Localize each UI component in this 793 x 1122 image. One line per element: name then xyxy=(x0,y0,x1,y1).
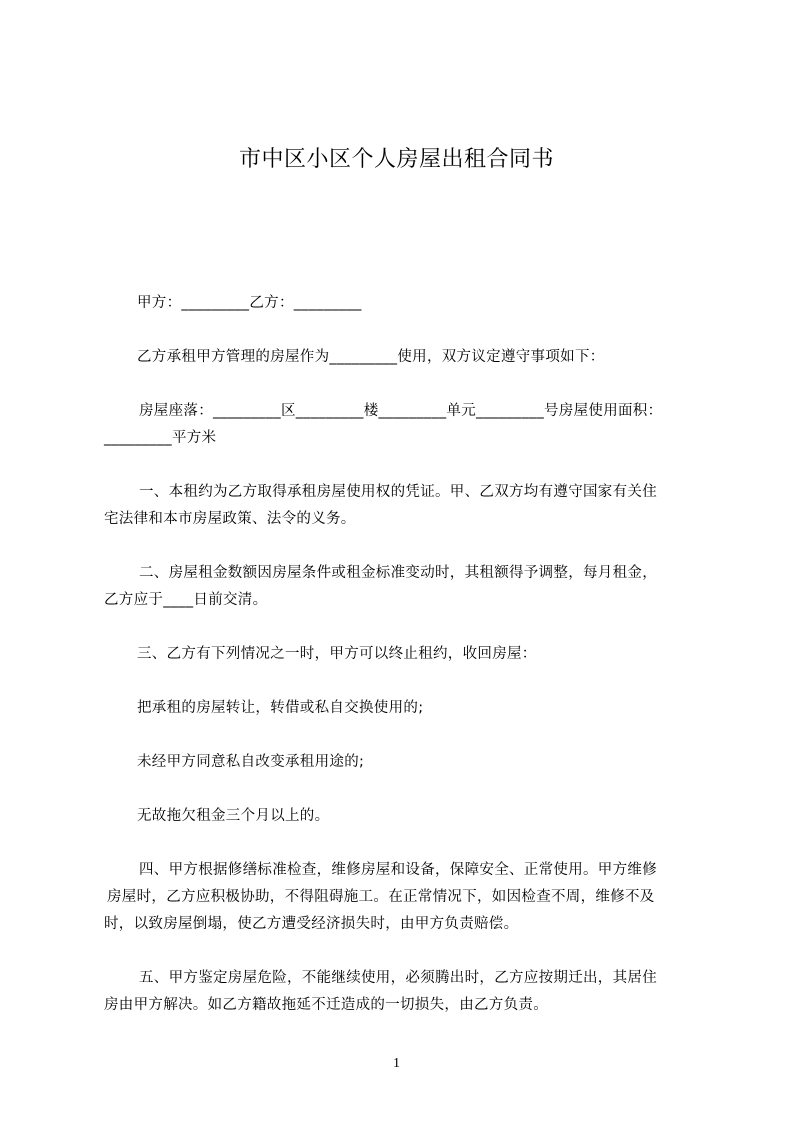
page-number: 1 xyxy=(393,1056,400,1071)
clause-4-line-2: 房屋时，乙方应积极协助，不得阻碍施工。在正常情况下，如因检查不周，维修不及 xyxy=(107,889,655,905)
address-line-cont: _________平方米 xyxy=(104,430,217,446)
clause-1-line-1: 一、本租约为乙方取得承租房屋使用权的凭证。甲、乙双方均有遵守国家有关住 xyxy=(139,484,657,500)
clause-3-item-1: 把承租的房屋转让，转借或私自交换使用的; xyxy=(137,700,424,716)
address-line: 房屋座落：_________区_________楼_________单元_________号房屋使用面积： xyxy=(139,403,663,419)
clause-3-item-3: 无故拖欠租金三个月以上的。 xyxy=(137,808,330,824)
clause-1-line-2: 宅法律和本市房屋政策、法令的义务。 xyxy=(104,511,356,527)
party-line: 甲方：_________乙方：_________ xyxy=(137,295,362,311)
document-title: 市中区小区个人房屋出租合同书 xyxy=(238,147,554,172)
clause-5-line-2: 房由甲方解决。如乙方籍故拖延不迁造成的一切损失，由乙方负责。 xyxy=(104,997,548,1013)
clause-5-line-1: 五、甲方鉴定房屋危险，不能继续使用，必须腾出时，乙方应按期迁出，其居住 xyxy=(139,970,657,986)
clause-3-line: 三、乙方有下列情况之一时，甲方可以终止租约，收回房屋： xyxy=(137,646,537,662)
clause-3-item-2: 未经甲方同意私自改变承租用途的; xyxy=(137,754,365,770)
clause-2-line-2: 乙方应于____日前交清。 xyxy=(104,592,268,608)
intro-line: 乙方承租甲方管理的房屋作为_________使用，双方议定遵守事项如下： xyxy=(137,349,605,365)
clause-2-line-1: 二、房屋租金数额因房屋条件或租金标准变动时，其租额得予调整，每月租金， xyxy=(139,565,657,581)
clause-4-line-1: 四、甲方根据修缮标准检查，维修房屋和设备，保障安全、正常使用。甲方维修 xyxy=(139,862,657,878)
clause-4-line-3: 时，以致房屋倒塌，使乙方遭受经济损失时，由甲方负责赔偿。 xyxy=(104,916,519,932)
